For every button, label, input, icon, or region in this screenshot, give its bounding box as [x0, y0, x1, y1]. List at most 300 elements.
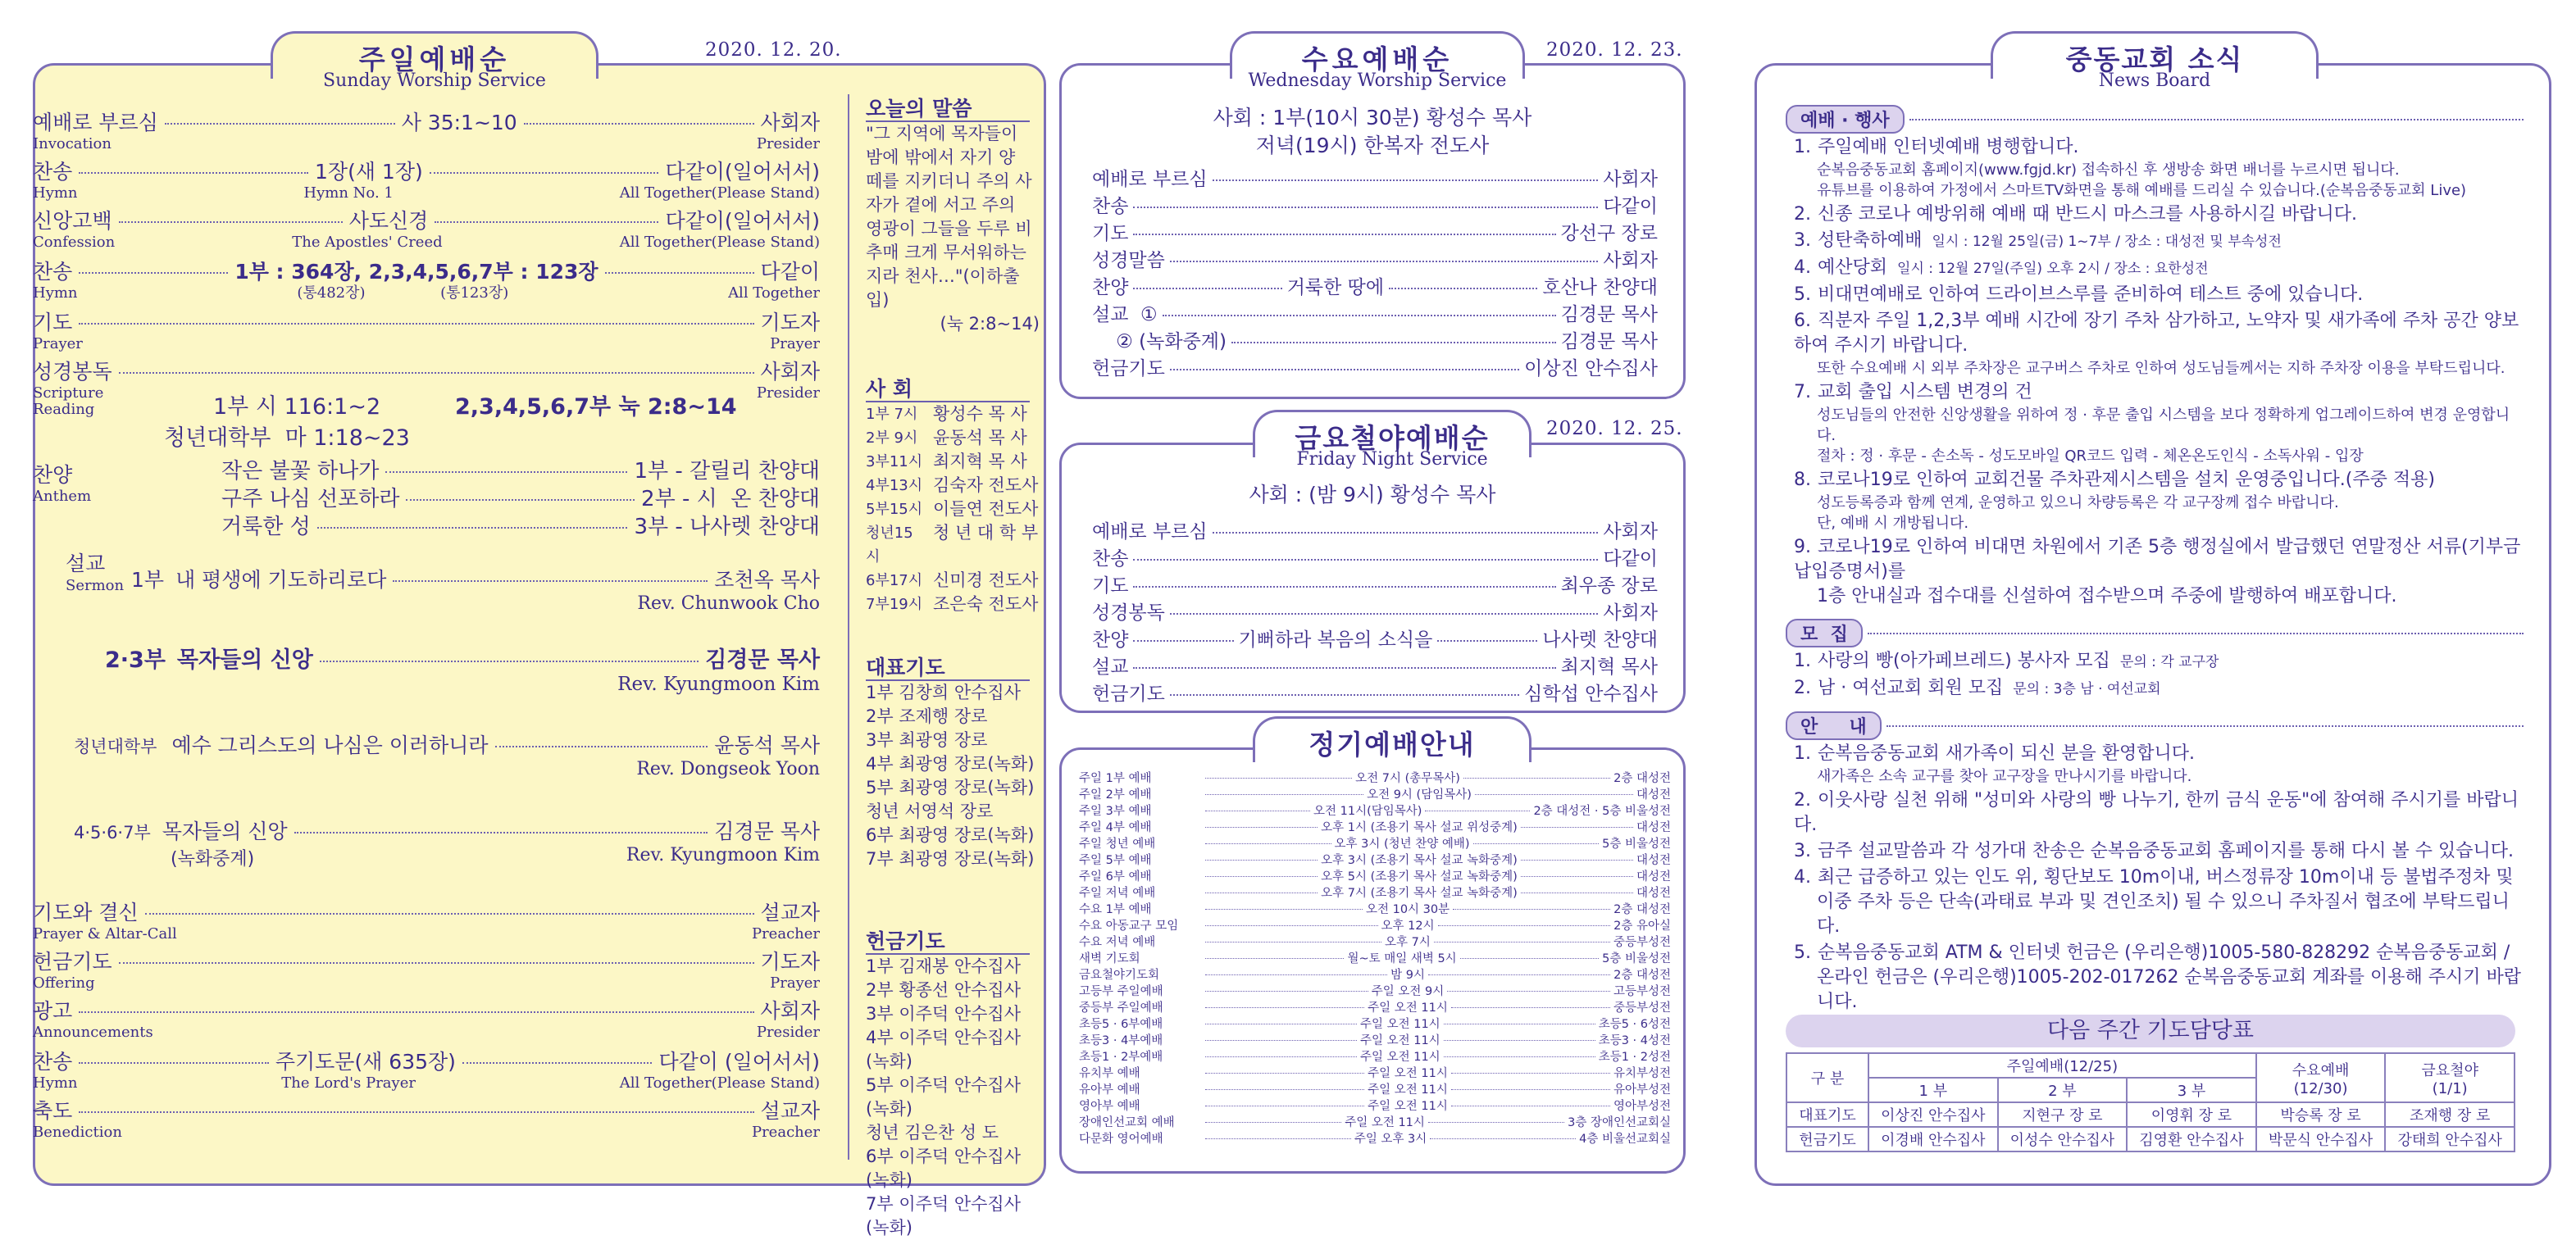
order-role: 김경문 목사 — [1560, 331, 1658, 352]
schedule-place: 2층 대성전 — [1613, 772, 1671, 785]
order-row — [1092, 543, 1658, 570]
news-item-number: 4. — [1794, 257, 1811, 278]
news-item-inline: 문의 : 3층 남 · 여선교회 — [2013, 681, 2161, 697]
schedule-name: 고등부 주일예배 — [1079, 985, 1163, 998]
order-role: 호산나 찬양대 — [1542, 277, 1658, 298]
news-item-number: 5. — [1794, 284, 1811, 305]
schedule-place: 4층 비울선교회실 — [1579, 1133, 1671, 1146]
category-label: 모 집 — [1786, 619, 1863, 647]
order-label: 예배로 부르심 — [1092, 521, 1208, 543]
order-role: 최지혁 목사 — [1560, 656, 1658, 678]
news-item — [1794, 676, 2524, 702]
schedule-row — [1079, 852, 1671, 869]
schedule-name: 장애인선교회 예배 — [1079, 1116, 1175, 1129]
schedule-name: 금요철야기도회 — [1079, 969, 1160, 982]
dotted-leader — [1133, 586, 1555, 588]
schedule-place: 중등부성전 — [1613, 936, 1671, 949]
order-role: 나사렛 찬양대 — [1542, 629, 1658, 651]
order-role: 사회자 — [1603, 250, 1658, 271]
news-item-line — [1794, 468, 2524, 493]
order-role: 다같이 — [1603, 196, 1658, 217]
news-item-inline: 문의 : 각 교구장 — [2119, 654, 2219, 670]
schedule-time: 오후 7시 (조용기 목사 설교 녹화중계) — [1321, 887, 1518, 900]
wednesday-subtitle: Wednesday Worship Service — [1248, 70, 1507, 91]
schedule-row — [1079, 967, 1671, 983]
category-label: 예배 · 행사 — [1786, 105, 1905, 134]
anthem-row: 작은 불꽃 하나가 1부 - 갈릴리 찬양대 — [221, 459, 820, 484]
order-content: 기뻐하라 복음의 소식을 — [1238, 629, 1433, 651]
dotted-leader — [1447, 991, 1610, 992]
dotted-leader — [1389, 288, 1537, 289]
order-row — [1092, 570, 1658, 597]
friday-date: 2020. 12. 25. — [1546, 418, 1683, 439]
schedule-name: 유아부 예배 — [1079, 1083, 1140, 1097]
schedule-name: 중등부 주일예배 — [1079, 1002, 1163, 1015]
news-item-text-2: 이중 주차 등은 단속(과태료 부과 및 견인조치) 될 수 있으니 주차질서 협조에 부탁드립니다. — [1817, 892, 2510, 937]
order-row — [1092, 516, 1658, 543]
schedule-row — [1079, 1065, 1671, 1082]
order-label: 성경봉독 — [1092, 602, 1165, 624]
dotted-leader — [1205, 909, 1363, 910]
order-offering: 헌금기도 기도자 Offering Prayer — [33, 950, 820, 992]
schedule-place: 초등3 · 4성전 — [1598, 1034, 1671, 1047]
category-label: 안 내 — [1786, 711, 1882, 740]
dotted-leader — [1451, 1007, 1610, 1008]
order-label: 찬양 — [1092, 277, 1129, 298]
schedule-time: 주일 오전 11시 — [1368, 1002, 1448, 1015]
schedule-place: 대성전 — [1636, 854, 1671, 867]
news-item-line — [1794, 649, 2524, 675]
schedule-row — [1079, 1098, 1671, 1115]
news-item-line — [1794, 283, 2524, 307]
schedule-place: 2층 대성전 — [1613, 969, 1672, 982]
order-row — [1092, 353, 1658, 380]
news-item-detail: 새가족은 소속 교구를 찾아 교구장을 만나시기를 바랍니다. — [1817, 768, 2192, 785]
schedule-place: 초등1 · 2성전 — [1598, 1051, 1671, 1064]
dotted-leader — [1428, 974, 1610, 975]
dotted-leader — [1521, 827, 1633, 828]
schedule-place: 유아부성전 — [1613, 1083, 1672, 1097]
order-row — [1092, 191, 1658, 218]
regular-title-tab — [1253, 716, 1531, 762]
schedule-time: 주일 오후 3시 — [1354, 1133, 1427, 1146]
dotted-leader — [1133, 234, 1555, 235]
news-item — [1794, 839, 2524, 864]
news-item — [1794, 941, 2524, 1015]
news-board — [1786, 105, 2524, 1015]
news-item-number: 2. — [1794, 204, 1811, 225]
schedule-name: 다문화 영어예배 — [1079, 1133, 1163, 1146]
news-item-text-2: 1층 안내실과 접수대를 신설하여 접수받으며 주중에 발행하여 배포합니다. — [1817, 586, 2397, 606]
schedule-row — [1079, 1016, 1671, 1033]
schedule-name: 주일 4부 예배 — [1079, 821, 1152, 834]
news-item — [1794, 380, 2524, 466]
news-item — [1794, 309, 2524, 379]
schedule-time: 밤 9시 — [1390, 969, 1425, 982]
order-row — [1092, 597, 1658, 625]
dotted-leader — [1205, 925, 1378, 926]
news-item — [1794, 283, 2524, 307]
table-row: 대표기도 이상진 안수집사 지현구 장 로 이영휘 장 로 박승록 장 로 조재행 장 로 — [1786, 1102, 2515, 1127]
news-item-line — [1794, 742, 2524, 766]
news-item-number: 3. — [1794, 841, 1811, 861]
dotted-leader — [1213, 532, 1599, 534]
order-role: 사회자 — [1603, 521, 1658, 543]
dotted-leader — [1886, 725, 2524, 727]
news-item-detail: 또한 수요예배 시 외부 주차장은 교구버스 주차로 인하여 성도님들께서는 지하 주차장 이용을 부탁드립니다. — [1817, 360, 2505, 377]
news-item-line — [1794, 676, 2524, 702]
news-item-text: 성탄축하예배 — [1818, 230, 1923, 251]
order-invocation: 예배로 부르심 사 35:1~10 사회자 Invocation Presider — [33, 111, 820, 152]
news-subtitle: News Board — [2098, 70, 2211, 91]
news-item-number: 9. — [1794, 537, 1811, 557]
table-header: 수요예배 (12/30) — [2256, 1053, 2386, 1102]
dotted-leader — [1473, 843, 1600, 844]
dotted-leader — [1205, 876, 1318, 877]
order-announcements: 광고 사회자 Announcements Presider — [33, 999, 820, 1041]
prayer-table-title: 다음 주간 기도담당표 — [1786, 1015, 2515, 1047]
schedule-place: 영아부성전 — [1613, 1100, 1672, 1113]
order-hymn-3: 찬송 주기도문(새 635장) 다같이 (일어서서) Hymn The Lord's Prayer All Together(Please Stand) — [33, 1050, 820, 1092]
news-item-line — [1794, 380, 2524, 405]
dotted-leader — [1231, 342, 1556, 343]
dotted-leader — [1444, 1040, 1595, 1041]
news-item-text: 순복음중동교회 새가족이 되신 분을 환영합니다. — [1818, 743, 2196, 764]
news-item-text: 비대면예배로 인하여 드라이브스루를 준비하여 테스트 중에 있습니다. — [1818, 284, 2364, 305]
order-label: 설교 ① — [1092, 304, 1158, 325]
schedule-place: 대성전 — [1636, 887, 1671, 900]
dotted-leader — [1133, 207, 1598, 208]
schedule-name: 주일 1부 예배 — [1079, 772, 1152, 785]
regular-schedule — [1079, 770, 1671, 1147]
dotted-leader — [1521, 876, 1633, 877]
schedule-time: 주일 오전 9시 — [1371, 985, 1445, 998]
schedule-name: 주일 3부 예배 — [1079, 805, 1152, 818]
dotted-leader — [1133, 640, 1233, 642]
offering-prayer-list: 헌금기도 1부 김재봉 안수집사 2부 황종선 안수집사 3부 이주덕 안수집사 4부 이주덕 안수집사(녹화) 5부 이주덕 안수집사(녹화) 청년 김은찬 성 도 6부 이주덕 안수집사(녹화) 7부 이주덕 안수집사(녹화) — [866, 929, 1040, 1240]
dotted-leader — [1451, 1073, 1610, 1074]
dotted-leader — [1205, 794, 1363, 795]
news-item-inline: 일시 : 12월 25일(금) 1~7부 / 장소 : 대성전 및 부속성전 — [1932, 234, 2282, 250]
table-header: 금요철야 (1/1) — [2385, 1053, 2515, 1102]
schedule-time: 주일 오전 11시 — [1359, 1034, 1440, 1047]
schedule-row — [1079, 934, 1671, 951]
order-prayer: 기도 기도자 Prayer Prayer — [33, 311, 820, 352]
schedule-row — [1079, 951, 1671, 967]
schedule-name: 새벽 기도회 — [1079, 952, 1140, 965]
news-item-text: 금주 설교말씀과 각 성가대 찬송은 순복음중동교회 홈페이지를 통해 다시 볼 수 있습니다. — [1818, 841, 2514, 861]
dotted-leader — [1428, 1122, 1564, 1123]
wednesday-info-1: 사회 : 1부(10시 30분) 황성수 목사 — [1213, 106, 1532, 129]
schedule-place: 5층 비울성전 — [1602, 838, 1672, 851]
news-item-text: 예산당회 — [1818, 257, 1888, 278]
news-item — [1794, 865, 2524, 939]
schedule-time: 오전 9시 (담임목사) — [1367, 788, 1472, 802]
regular-title: 정기예배안내 — [1308, 729, 1476, 761]
schedule-place: 중등부성전 — [1613, 1002, 1672, 1015]
schedule-name: 수요 저녁 예배 — [1079, 936, 1156, 949]
category-header — [1786, 711, 2524, 740]
sermon-2: 2·3부 목자들의 신앙 김경문 목사 Rev. Kyungmoon Kim — [105, 647, 820, 695]
schedule-name: 초등3 · 4부예배 — [1079, 1034, 1163, 1047]
order-label: 헌금기도 — [1092, 684, 1165, 705]
news-item — [1794, 229, 2524, 254]
dotted-leader — [1460, 958, 1599, 959]
schedule-row — [1079, 1131, 1671, 1147]
order-row — [1092, 218, 1658, 245]
table-header: 주일예배(12/25) — [1868, 1053, 2256, 1078]
dotted-leader — [1205, 827, 1318, 828]
schedule-row — [1079, 918, 1671, 934]
order-hymn-1: 찬송 1장(새 1장) 다같이(일어서서) Hymn Hymn No. 1 All Together(Please Stand) — [33, 160, 820, 202]
dotted-leader — [1205, 1138, 1351, 1139]
news-item-number: 1. — [1794, 651, 1811, 671]
schedule-name: 주일 청년 예배 — [1079, 838, 1156, 851]
news-item-text: 코로나19로 인하여 비대면 차원에서 기존 5층 행정실에서 발급했던 연말정산 서류(기부금납입증명서)를 — [1794, 537, 2521, 582]
schedule-name: 영아부 예배 — [1079, 1100, 1140, 1113]
schedule-place: 유치부성전 — [1613, 1067, 1672, 1080]
schedule-place: 2층 대성전 — [1613, 903, 1671, 916]
schedule-time: 오후 5시 (조용기 목사 설교 녹화중계) — [1321, 870, 1518, 883]
schedule-time: 오전 7시 (총무목사) — [1355, 772, 1460, 785]
dotted-leader — [1205, 1089, 1364, 1090]
news-item-detail: 단, 예배 시 개방됩니다. — [1817, 515, 1969, 532]
dotted-leader — [1437, 640, 1537, 642]
news-item-line — [1794, 135, 2524, 160]
sunday-subtitle: Sunday Worship Service — [323, 70, 546, 91]
order-benediction: 축도 설교자 Benediction Preacher — [33, 1099, 820, 1141]
order-label: 찬송 — [1092, 548, 1129, 570]
schedule-name: 주일 5부 예배 — [1079, 854, 1152, 867]
schedule-name: 주일 저녁 예배 — [1079, 887, 1156, 900]
sermon-4: 4·5·6·7부 목자들의 신앙 김경문 목사 (녹화중계) Rev. Kyungmoon Kim — [74, 820, 820, 870]
sunday-title: 주일예배순 — [358, 43, 511, 75]
news-item-text: 최근 급증하고 있는 인도 위, 횡단보도 10m이내, 버스정류장 10m이내 등 불법주정차 및 — [1818, 867, 2514, 888]
news-item-number: 8. — [1794, 470, 1811, 490]
schedule-row — [1079, 1115, 1671, 1131]
news-item — [1794, 649, 2524, 675]
order-confession: 신앙고백 사도신경 다같이(일어서서) Confession The Apostles' Creed All Together(Please Stand) — [33, 209, 820, 251]
order-label: 기도 — [1092, 223, 1129, 244]
category-header — [1786, 105, 2524, 134]
news-item-detail: 순복음중동교회 홈페이지(www.fgjd.kr) 접속하신 후 생방송 화면 배너를 누르시면 됩니다. — [1817, 161, 2400, 179]
dotted-leader — [1133, 288, 1281, 289]
order-role: 최우종 장로 — [1560, 575, 1658, 597]
schedule-time: 월~토 매일 새벽 5시 — [1347, 952, 1457, 965]
schedule-name: 수요 아동교구 모임 — [1079, 920, 1179, 933]
order-content: 거룩한 땅에 — [1286, 277, 1385, 298]
presider-list: 사 회 1부 7시 황성수 목 사 2부 9시 윤동석 목 사 3부11시 최지혁 목 사 4부13시 김숙자 전도사 5부15시 이들연 전도사 청년15시 청 년 대 학 부 6부17시 신미경 전도사 7부19시 조은숙 전도사 — [866, 377, 1039, 614]
news-item-number: 5. — [1794, 942, 1811, 963]
schedule-row — [1079, 770, 1671, 787]
schedule-time: 오후 1시 (조용기 목사 설교 위성중계) — [1321, 821, 1518, 834]
dotted-leader — [1205, 958, 1344, 959]
news-item — [1794, 535, 2524, 609]
dotted-leader — [1170, 369, 1519, 370]
order-label: 찬양 — [1092, 629, 1129, 651]
schedule-row — [1079, 1082, 1671, 1098]
news-item — [1794, 788, 2524, 838]
news-item — [1794, 256, 2524, 281]
order-row — [1092, 625, 1658, 652]
news-item-text: 사랑의 빵(아가페브레드) 봉사자 모집 — [1818, 651, 2110, 671]
order-role: 사회자 — [1603, 602, 1658, 624]
schedule-time: 오후 12시 — [1381, 920, 1435, 933]
dotted-leader — [1170, 694, 1519, 696]
schedule-name: 초등5 · 6부예배 — [1079, 1018, 1163, 1031]
dotted-leader — [1438, 925, 1611, 926]
sermon-1: 1부 내 평생에 기도하리로다 조천옥 목사 Rev. Chunwook Cho — [131, 568, 820, 614]
sunday-divider — [848, 94, 849, 1160]
order-row — [1092, 326, 1658, 353]
table-row: 헌금기도 이경배 안수집사 이성수 안수집사 김영환 안수집사 박문식 안수집사 강태희 안수집사 — [1786, 1127, 2515, 1151]
category-header — [1786, 619, 2524, 647]
schedule-place: 대성전 — [1636, 870, 1671, 883]
news-title: 중동교회 소식 — [2065, 43, 2244, 75]
news-item-text: 이웃사랑 실천 위해 "성미와 사랑의 빵 나누기, 한끼 금식 운동"에 참여해 주시기를 바랍니다. — [1794, 790, 2519, 835]
order-row — [1092, 245, 1658, 272]
schedule-name: 유치부 예배 — [1079, 1067, 1140, 1080]
schedule-place: 고등부성전 — [1613, 985, 1671, 998]
dotted-leader — [1133, 667, 1555, 669]
order-role: 다같이 — [1603, 548, 1658, 570]
dotted-leader — [1205, 1056, 1357, 1057]
scripture-3: 청년대학부 마 1:18~23 — [164, 425, 410, 451]
dotted-leader — [1868, 633, 2524, 634]
schedule-time: 오후 7시 — [1385, 936, 1431, 949]
wednesday-info-2: 저녁(19시) 한복자 전도사 — [1255, 134, 1490, 157]
order-anthem: 찬양 Anthem — [33, 463, 92, 505]
schedule-row — [1079, 1000, 1671, 1016]
schedule-time: 주일 오전 11시 — [1345, 1116, 1425, 1129]
anthem-list — [221, 457, 820, 541]
order-role: 이상진 안수집사 — [1524, 358, 1658, 379]
dotted-leader — [1163, 315, 1556, 316]
schedule-time: 주일 오전 11시 — [1359, 1051, 1440, 1064]
schedule-name: 주일 6부 예배 — [1079, 870, 1152, 883]
schedule-name: 수요 1부 예배 — [1079, 903, 1152, 916]
dotted-leader — [1205, 860, 1318, 861]
news-item-number: 7. — [1794, 382, 1811, 402]
dotted-leader — [1444, 1056, 1595, 1057]
news-item-line — [1794, 865, 2524, 890]
offering-prayer-title: 헌금기도 — [866, 929, 1030, 955]
schedule-place: 대성전 — [1636, 821, 1671, 834]
schedule-row — [1079, 983, 1671, 1000]
schedule-time: 주일 오전 11시 — [1368, 1100, 1448, 1113]
order-role: 김경문 목사 — [1560, 304, 1658, 325]
schedule-time: 주일 오전 11시 — [1359, 1018, 1440, 1031]
schedule-row — [1079, 820, 1671, 836]
order-row — [1092, 299, 1658, 326]
dotted-leader — [1205, 778, 1352, 779]
news-item-line — [1794, 941, 2524, 965]
dotted-leader — [1205, 1073, 1364, 1074]
anthem-row: 거룩한 성 3부 - 나사렛 찬양대 — [221, 515, 820, 539]
schedule-row — [1079, 803, 1671, 820]
dotted-leader — [1205, 974, 1387, 975]
news-item-line — [1794, 229, 2524, 254]
anthem-row: 구주 나심 선포하라 2부 - 시 온 찬양대 — [221, 487, 820, 511]
news-item-detail: 성도등록증과 함께 연계, 운영하고 있으니 차량등록은 각 교구장께 접수 바랍니다. — [1817, 494, 2339, 511]
news-item-line — [1794, 256, 2524, 281]
schedule-time: 오후 3시 (조용기 목사 설교 녹화중계) — [1321, 854, 1518, 867]
presider-title: 사 회 — [866, 377, 1030, 402]
news-item-number: 2. — [1794, 790, 1811, 811]
dotted-leader — [1430, 1138, 1576, 1139]
dotted-leader — [1475, 794, 1633, 795]
dotted-leader — [1205, 843, 1331, 844]
order-label: 찬송 — [1092, 196, 1129, 217]
dotted-leader — [1205, 1122, 1341, 1123]
friday-subtitle: Friday Night Service — [1296, 449, 1488, 470]
dotted-leader — [1170, 261, 1598, 262]
order-row — [1092, 272, 1658, 299]
order-row — [1092, 679, 1658, 706]
news-item-line — [1794, 309, 2524, 358]
schedule-row — [1079, 1049, 1671, 1065]
order-label: 예배로 부르심 — [1092, 169, 1208, 190]
scripture-1: 1부 시 116:1~2 — [213, 394, 381, 420]
order-label: 설교 — [1092, 656, 1129, 678]
schedule-place: 대성전 — [1636, 788, 1671, 802]
dotted-leader — [1205, 1040, 1357, 1041]
rep-prayer-list: 대표기도 1부 김창희 안수집사 2부 조제행 장로 3부 최광영 장로 4부 최광영 장로(녹화) 5부 최광영 장로(녹화) 청년 서영석 장로 6부 최광영 장로(녹화) 7부 최광영 장로(녹화) — [866, 656, 1035, 869]
dotted-leader — [1909, 119, 2524, 120]
schedule-place: 2층 유아실 — [1613, 920, 1671, 933]
schedule-name: 주일 2부 예배 — [1079, 788, 1152, 802]
news-item-detail: 성도님들의 안전한 신앙생활을 위하여 정 · 후문 출입 시스템을 보다 정확하게 업그레이드하여 변경 운영합니다. — [1817, 407, 2510, 444]
news-item-number: 1. — [1794, 137, 1811, 157]
schedule-row — [1079, 885, 1671, 902]
news-item-line — [1794, 839, 2524, 864]
order-role: 심학섭 안수집사 — [1524, 684, 1658, 705]
news-item-detail: 유튜브를 이용하여 가정에서 스마트TV화면을 통해 예배를 드리실 수 있습니다.(순복음중동교회 Live) — [1817, 182, 2467, 199]
friday-info: 사회 : (밤 9시) 황성수 목사 — [1249, 483, 1496, 506]
schedule-row — [1079, 902, 1671, 918]
table-header: 3 부 — [2127, 1078, 2256, 1102]
news-item-text: 교회 출입 시스템 변경의 건 — [1818, 382, 2032, 402]
news-item-text: 신종 코로나 예방위해 예배 때 반드시 마스크를 사용하시길 바랍니다. — [1818, 204, 2357, 225]
dotted-leader — [1453, 909, 1610, 910]
news-item-detail: 절차 : 정 · 후문 - 손소독 - 성도모바일 QR코드 입력 - 체온온도인식 - 소독사워 - 입장 — [1817, 447, 2364, 465]
rep-prayer-title: 대표기도 — [866, 656, 1030, 681]
news-item-number: 6. — [1794, 311, 1811, 331]
sermon-3: 청년대학부 예수 그리스도의 나심은 이러하니라 윤동석 목사 Rev. Dongseok Yoon — [74, 734, 820, 779]
schedule-place: 2층 대성전 · 5층 비울성전 — [1533, 805, 1671, 818]
schedule-time: 오후 3시 (청년 찬양 예배) — [1334, 838, 1470, 851]
dotted-leader — [1451, 1089, 1610, 1090]
order-hymn-2: 찬송 1부 : 364장, 2,3,4,5,6,7부 : 123장 다같이 Hymn (통482장) (통123장) All Together — [33, 260, 820, 302]
sermon-label: 설교 Sermon — [66, 552, 125, 594]
dotted-leader — [1133, 559, 1598, 561]
schedule-time: 주일 오전 11시 — [1368, 1083, 1448, 1097]
dotted-leader — [1213, 179, 1599, 181]
news-item — [1794, 742, 2524, 787]
schedule-row — [1079, 787, 1671, 803]
schedule-name: 초등1 · 2부예배 — [1079, 1051, 1163, 1064]
dotted-leader — [1205, 991, 1368, 992]
schedule-row — [1079, 1033, 1671, 1049]
news-item-number: 2. — [1794, 678, 1811, 698]
order-role: 강선구 장로 — [1560, 223, 1658, 244]
order-scripture: 성경봉독 사회자 Scripture Reading Presider — [33, 360, 820, 418]
news-item-number: 3. — [1794, 230, 1811, 251]
table-header: 구 분 — [1786, 1053, 1868, 1102]
dotted-leader — [1463, 778, 1610, 779]
table-header: 1 부 — [1868, 1078, 1998, 1102]
dotted-leader — [1521, 860, 1633, 861]
